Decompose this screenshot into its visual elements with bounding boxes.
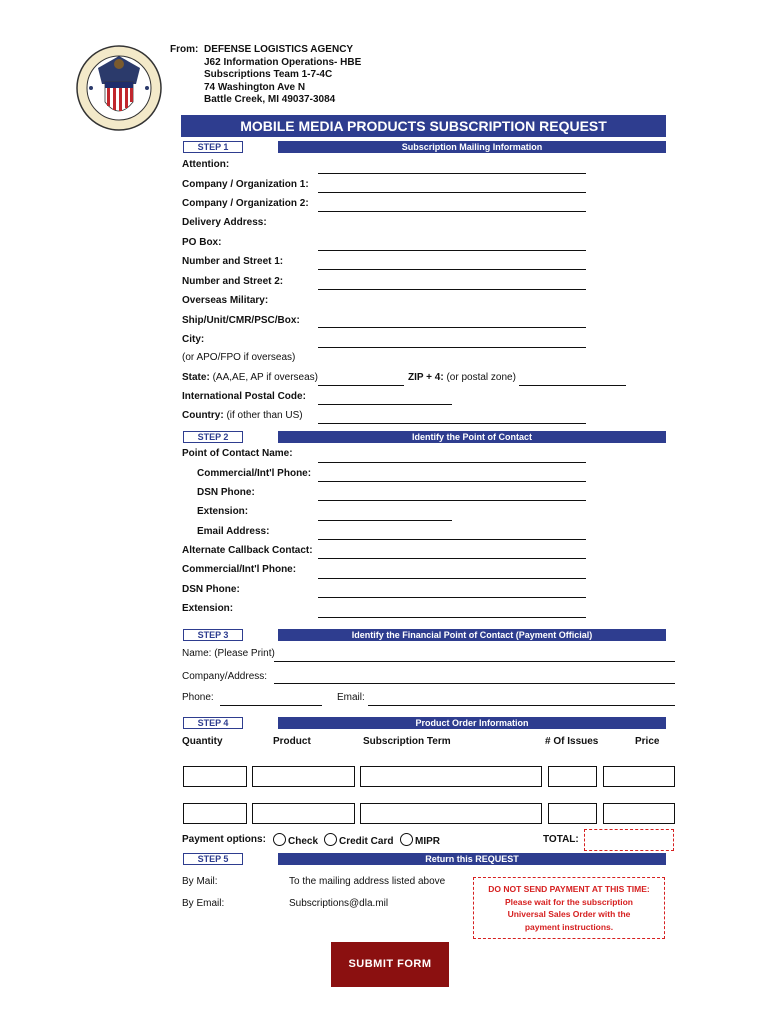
poc-name-field[interactable] [318, 462, 586, 463]
col-quantity: Quantity [182, 736, 223, 747]
by-email-value: Subscriptions@dla.mil [289, 898, 389, 909]
intl-postal-field[interactable] [318, 404, 452, 405]
dsn-phone-label: DSN Phone: [197, 487, 255, 498]
attention-label: Attention: [182, 159, 230, 170]
city-label: City: [182, 334, 205, 345]
address-line-3: Subscriptions Team 1-7-4C [204, 69, 333, 80]
zip-label-text: ZIP + 4: [408, 372, 444, 383]
step1-bar: Subscription Mailing Information [278, 141, 666, 153]
overseas-label: Overseas Military: [182, 295, 269, 306]
payment-options-label: Payment options: [182, 834, 266, 845]
alt-comm-phone-label: Commercial/Int'l Phone: [182, 564, 297, 575]
step5-badge: STEP 5 [183, 853, 243, 865]
pobox-field[interactable] [318, 250, 586, 251]
street1-label: Number and Street 1: [182, 256, 284, 267]
email-address-field[interactable] [318, 539, 586, 540]
step3-badge: STEP 3 [183, 629, 243, 641]
state-field[interactable] [318, 385, 404, 386]
row1-price-input[interactable] [603, 766, 675, 787]
step3-bar: Identify the Financial Point of Contact (Payment Official) [278, 629, 666, 641]
payment-notice [473, 877, 665, 939]
address-line-1: DEFENSE LOGISTICS AGENCY [204, 44, 354, 55]
notice-line-1: Please wait for the subscription [504, 896, 633, 907]
row2-issues-input[interactable] [548, 803, 597, 824]
row1-issues-input[interactable] [548, 766, 597, 787]
street1-field[interactable] [318, 269, 586, 270]
col-product: Product [273, 736, 311, 747]
fin-phone-field[interactable] [220, 705, 322, 706]
ship-label: Ship/Unit/CMR/PSC/Box: [182, 315, 300, 326]
fin-name-field[interactable] [274, 661, 675, 662]
fin-email-field[interactable] [368, 705, 675, 706]
notice-title: DO NOT SEND PAYMENT AT THIS TIME: [488, 884, 650, 894]
by-mail-value: To the mailing address listed above [289, 876, 446, 887]
city-field[interactable] [318, 347, 586, 348]
dla-seal-logo [76, 40, 162, 136]
company2-label: Company / Organization 2: [182, 198, 309, 209]
state-label-text: State: [182, 372, 210, 383]
city-note: (or APO/FPO if overseas) [182, 352, 296, 363]
step2-badge: STEP 2 [183, 431, 243, 443]
zip-field[interactable] [519, 385, 626, 386]
row1-term-input[interactable] [360, 766, 542, 787]
step2-bar: Identify the Point of Contact [278, 431, 666, 443]
check-label: Check [288, 836, 319, 847]
notice-line-2: Universal Sales Order with the [507, 909, 631, 919]
alt-extension-label: Extension: [182, 603, 234, 614]
dsn-phone-field[interactable] [318, 500, 586, 501]
pobox-label: PO Box: [182, 237, 222, 248]
form-title: MOBILE MEDIA PRODUCTS SUBSCRIPTION REQUEST [181, 115, 666, 137]
step5-bar: Return this REQUEST [278, 853, 666, 865]
poc-name-label: Point of Contact Name: [182, 448, 293, 459]
step1-badge: STEP 1 [183, 141, 243, 153]
state-label [182, 372, 318, 383]
alt-comm-phone-field[interactable] [318, 578, 586, 579]
payment-credit-option[interactable] [324, 833, 393, 847]
credit-card-label: Credit Card [339, 836, 394, 847]
ship-field[interactable] [318, 327, 586, 328]
address-line-2: J62 Information Operations- HBE [204, 57, 362, 68]
col-price: Price [635, 736, 660, 747]
notice-line-3: payment instructions. [524, 921, 614, 932]
alt-dsn-phone-field[interactable] [318, 597, 586, 598]
by-email-label: By Email: [182, 898, 225, 909]
fin-company-field[interactable] [274, 683, 675, 684]
street2-field[interactable] [318, 289, 586, 290]
row2-product-input[interactable] [252, 803, 355, 824]
alt-contact-field[interactable] [318, 558, 586, 559]
attention-field[interactable] [318, 173, 586, 174]
mipr-label: MIPR [415, 836, 440, 847]
row2-quantity-input[interactable] [183, 803, 247, 824]
alt-extension-field[interactable] [318, 617, 586, 618]
fin-company-label: Company/Address: [182, 671, 268, 682]
by-mail-label: By Mail: [182, 876, 218, 887]
total-label: TOTAL: [543, 834, 579, 845]
check-radio[interactable] [273, 833, 286, 846]
col-term: Subscription Term [363, 736, 451, 747]
payment-mipr-option[interactable] [400, 833, 440, 847]
fin-name-label: Name: (Please Print) [182, 648, 275, 659]
step4-bar: Product Order Information [278, 717, 666, 729]
address-line-4: 74 Washington Ave N [204, 82, 306, 93]
alt-dsn-phone-label: DSN Phone: [182, 584, 240, 595]
from-label: From: [170, 44, 199, 55]
comm-phone-field[interactable] [318, 481, 586, 482]
mipr-radio[interactable] [400, 833, 413, 846]
email-address-label: Email Address: [197, 526, 270, 537]
comm-phone-label: Commercial/Int'l Phone: [197, 468, 312, 479]
country-label-text: Country: [182, 410, 224, 421]
country-label [182, 410, 303, 421]
zip-note: (or postal zone) [446, 372, 516, 383]
alt-contact-label: Alternate Callback Contact: [182, 545, 313, 556]
row2-price-input[interactable] [603, 803, 675, 824]
company2-field[interactable] [318, 211, 586, 212]
row1-product-input[interactable] [252, 766, 355, 787]
step4-badge: STEP 4 [183, 717, 243, 729]
country-field[interactable] [318, 423, 586, 424]
address-line-5: Battle Creek, MI 49037-3084 [204, 94, 336, 105]
payment-check-option[interactable] [273, 833, 318, 847]
fin-phone-label: Phone: [182, 692, 214, 703]
delivery-address-label: Delivery Address: [182, 217, 267, 228]
col-issues: # Of Issues [545, 736, 599, 747]
row1-quantity-input[interactable] [183, 766, 247, 787]
row2-term-input[interactable] [360, 803, 542, 824]
credit-card-radio[interactable] [324, 833, 337, 846]
submit-form-button[interactable]: SUBMIT FORM [331, 942, 449, 987]
intl-postal-label: International Postal Code: [182, 391, 306, 402]
country-note: (if other than US) [226, 410, 303, 421]
extension-field[interactable] [318, 520, 452, 521]
total-field[interactable] [584, 829, 674, 851]
company1-label: Company / Organization 1: [182, 179, 309, 190]
fin-email-label: Email: [337, 692, 365, 703]
street2-label: Number and Street 2: [182, 276, 284, 287]
company1-field[interactable] [318, 192, 586, 193]
state-note: (AA,AE, AP if overseas) [212, 372, 318, 383]
extension-label: Extension: [197, 506, 249, 517]
zip-label [408, 372, 516, 383]
